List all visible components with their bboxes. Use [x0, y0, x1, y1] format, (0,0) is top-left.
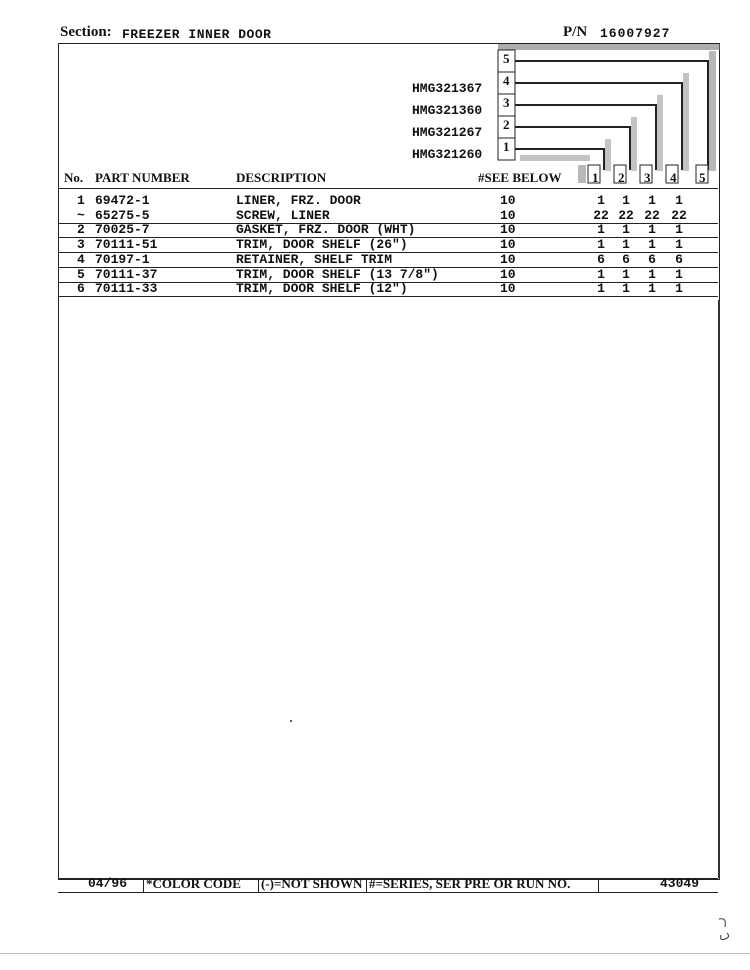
col-header-model-2: 2	[618, 170, 625, 185]
row-part-number: 70197-1	[95, 252, 150, 267]
row-qty-model-1: 22	[593, 208, 609, 223]
row-description: RETAINER, SHELF TRIM	[236, 252, 393, 267]
frame-right-edge	[718, 300, 720, 878]
footer-divider	[143, 878, 144, 892]
row-qty-model-3: 1	[648, 222, 656, 237]
row-description: GASKET, FRZ. DOOR (WHT)	[236, 222, 416, 237]
row-part-number: 65275-5	[95, 208, 150, 223]
row-see-below: 10	[500, 237, 516, 252]
row-qty-model-2: 1	[622, 237, 630, 252]
row-item-number: 1	[77, 193, 85, 208]
row-item-number: 3	[77, 237, 85, 252]
row-see-below: 10	[500, 252, 516, 267]
row-part-number: 70111-51	[95, 237, 158, 252]
section-label: Section:	[60, 24, 112, 40]
row-qty-model-4: 1	[675, 222, 683, 237]
row-description: LINER, FRZ. DOOR	[236, 193, 361, 208]
row-part-number: 70111-33	[95, 281, 158, 296]
row-item-number: 6	[77, 281, 85, 296]
handwritten-mark	[715, 915, 739, 943]
row-item-number: 2	[77, 222, 85, 237]
scan-speck	[290, 720, 292, 722]
footer-doc-number: 43049	[660, 876, 700, 891]
row-qty-model-1: 1	[597, 193, 605, 208]
row-qty-model-1: 1	[597, 237, 605, 252]
row-qty-model-3: 22	[644, 208, 660, 223]
model-name-2: HMG321267	[412, 125, 483, 140]
col-header-model-3: 3	[644, 170, 651, 185]
row-qty-model-2: 6	[622, 252, 630, 267]
row-qty-model-4: 1	[675, 193, 683, 208]
row-qty-model-3: 1	[648, 193, 656, 208]
model-index-diagram	[490, 43, 720, 191]
scan-edge-line	[0, 953, 750, 954]
col-header-see-below: #SEE BELOW	[478, 170, 562, 185]
part-number-value: 16007927	[600, 26, 671, 41]
footer-date: 04/96	[88, 876, 128, 891]
row-see-below: 10	[500, 193, 516, 208]
footer-series-legend: #=SERIES, SER PRE OR RUN NO.	[369, 876, 571, 891]
footer-not-shown: (-)=NOT SHOWN	[261, 876, 363, 891]
row-qty-model-4: 1	[675, 237, 683, 252]
col-header-model-1: 1	[592, 170, 599, 185]
row-part-number: 69472-1	[95, 193, 150, 208]
col-header-description: DESCRIPTION	[236, 170, 327, 185]
row-see-below: 10	[500, 267, 516, 282]
row-qty-model-1: 1	[597, 267, 605, 282]
row-item-number: 4	[77, 252, 85, 267]
row-description: TRIM, DOOR SHELF (12")	[236, 281, 408, 296]
model-box-1: 1	[503, 139, 510, 154]
col-header-no: No.	[64, 170, 84, 185]
row-qty-model-4: 1	[675, 267, 683, 282]
row-qty-model-2: 1	[622, 193, 630, 208]
col-header-model-4: 4	[670, 170, 677, 185]
row-part-number: 70111-37	[95, 267, 158, 282]
row-description: TRIM, DOOR SHELF (13 7/8")	[236, 267, 439, 282]
row-see-below: 10	[500, 222, 516, 237]
row-qty-model-1: 1	[597, 222, 605, 237]
row-qty-model-3: 1	[648, 237, 656, 252]
footer-bottom-rule	[58, 892, 718, 893]
section-title: FREEZER INNER DOOR	[122, 27, 272, 42]
row-qty-model-4: 6	[675, 252, 683, 267]
model-box-2: 2	[503, 117, 510, 132]
model-name-1: HMG321260	[412, 147, 483, 162]
row-qty-model-3: 6	[648, 252, 656, 267]
row-qty-model-1: 6	[597, 252, 605, 267]
row-rule	[58, 296, 718, 297]
row-see-below: 10	[500, 208, 516, 223]
col-header-model-5: 5	[699, 170, 706, 185]
row-qty-model-2: 1	[622, 281, 630, 296]
row-qty-model-2: 1	[622, 222, 630, 237]
row-item-number: ~	[77, 208, 85, 223]
row-item-number: 5	[77, 267, 85, 282]
row-qty-model-2: 1	[622, 267, 630, 282]
row-qty-model-4: 1	[675, 281, 683, 296]
model-box-5: 5	[503, 51, 510, 66]
part-number-label: P/N	[563, 24, 588, 40]
row-see-below: 10	[500, 281, 516, 296]
col-header-part-number: PART NUMBER	[95, 170, 190, 185]
model-name-3: HMG321360	[412, 103, 483, 118]
footer-divider	[366, 878, 367, 892]
footer-divider	[258, 878, 259, 892]
model-name-4: HMG321367	[412, 81, 483, 96]
row-description: TRIM, DOOR SHELF (26")	[236, 237, 408, 252]
header-rule	[58, 188, 718, 189]
row-qty-model-1: 1	[597, 281, 605, 296]
row-qty-model-2: 22	[618, 208, 634, 223]
row-qty-model-3: 1	[648, 267, 656, 282]
model-box-3: 3	[503, 95, 510, 110]
row-description: SCREW, LINER	[236, 208, 330, 223]
model-box-4: 4	[503, 73, 510, 88]
row-qty-model-4: 22	[671, 208, 687, 223]
footer-color-code: *COLOR CODE	[146, 876, 241, 891]
row-qty-model-3: 1	[648, 281, 656, 296]
row-part-number: 70025-7	[95, 222, 150, 237]
footer-divider	[598, 878, 599, 892]
